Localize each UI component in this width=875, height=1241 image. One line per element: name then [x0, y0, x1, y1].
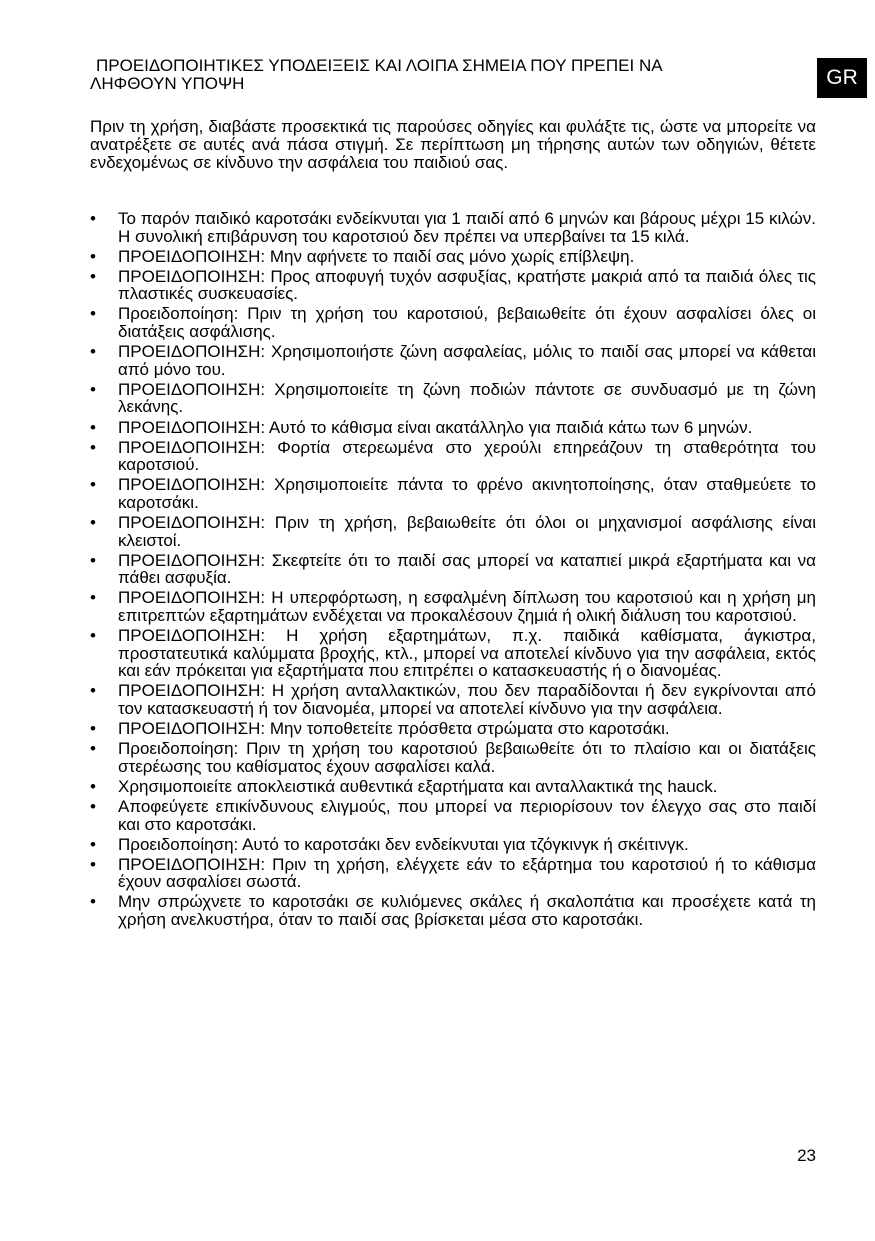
warning-item: [90, 720, 816, 738]
warning-text: Το παρόν παιδικό καροτσάκι ενδείκνυται για 1 παιδί από 6 μηνών και βάρους μέχρι 15 κιλών. Η συνολική επιβάρυνση του καροτσιού δεν πρέπει να υπερβαίνει τα 15 κιλά.: [118, 209, 816, 246]
warning-text: ΠΡΟΕΙΔΟΠΟΙΗΣΗ: Χρησιμοποιείτε τη ζώνη ποδιών πάντοτε σε συνδυασμό με τη ζώνη λεκάνης.: [118, 379, 816, 417]
bullet-icon: •: [90, 513, 96, 532]
bullet-icon: •: [90, 550, 96, 570]
bullet-icon: •: [90, 854, 96, 874]
warning-text: Μην σπρώχνετε το καροτσάκι σε κυλιόμενες σκάλες ή σκαλοπάτια και προσέχετε κατά τη χρήση ανελκυστήρα, όταν το παιδί σας βρίσκεται μέσα στο καροτσάκι.: [118, 892, 816, 929]
warning-item: [90, 210, 816, 245]
warning-item: [90, 514, 816, 549]
language-badge: GR: [817, 58, 867, 98]
warning-item: [90, 682, 816, 717]
bullet-icon: •: [90, 417, 96, 437]
bullet-icon: •: [90, 626, 96, 646]
warning-text: ΠΡΟΕΙΔΟΠΟΙΗΣΗ: Μην αφήνετε το παιδί σας μόνο χωρίς επίβλεψη.: [118, 246, 635, 266]
warning-text: Προειδοποίηση: Αυτό το καροτσάκι δεν ενδείκνυται για τζόγκινγκ ή σκέιτινγκ.: [118, 834, 689, 854]
warning-text: ΠΡΟΕΙΔΟΠΟΙΗΣΗ: Η χρήση ανταλλακτικών, που δεν παραδίδονται ή δεν εγκρίνονται από τον κατασκευαστή ή τον διανομέα, μπορεί να αποτελεί κίνδυνο για την ασφάλεια.: [118, 681, 816, 718]
bullet-icon: •: [90, 379, 96, 399]
page-title-line-1: ΠΡΟΕΙΔΟΠΟΙΗΤΙΚΕΣ ΥΠΟΔΕΙΞΕΙΣ ΚΑΙ ΛΟΙΠΑ ΣΗΜΕΙΑ ΠΟΥ ΠΡΕΠΕΙ ΝΑ: [96, 56, 663, 75]
warning-item: [90, 343, 816, 378]
warning-text: ΠΡΟΕΙΔΟΠΟΙΗΣΗ: Μην τοποθετείτε πρόσθετα στρώματα στο καροτσάκι.: [118, 719, 670, 739]
bullet-icon: •: [90, 266, 96, 286]
warning-item: [90, 740, 816, 775]
warning-item: [90, 419, 816, 437]
intro-paragraph: Πριν τη χρήση, διαβάστε προσεκτικά τις παρούσες οδηγίες και φυλάξτε τις, ώστε να μπορείτε να ανατρέξετε σε αυτές ανά πάσα στιγμή. Σε περίπτωση μη τήρησης αυτών των οδηγιών, θέτετε ενδεχομένως σε κίνδυνο την ασφάλεια του παιδιού σας.: [90, 117, 816, 172]
bullet-icon: •: [90, 681, 96, 701]
warning-text: ΠΡΟΕΙΔΟΠΟΙΗΣΗ: Πριν τη χρήση, ελέγχετε εάν το εξάρτημα του καροτσιού ή το κάθισμα έχουν ασφαλίσει σωστά.: [118, 854, 816, 892]
warning-text: ΠΡΟΕΙΔΟΠΟΙΗΣΗ: Χρησιμοποιήστε ζώνη ασφαλείας, μόλις το παιδί σας μπορεί να κάθεται από μόνο του.: [118, 342, 816, 379]
warnings-list: [90, 210, 816, 931]
warning-text: Προειδοποίηση: Πριν τη χρήση του καροτσιού βεβαιωθείτε ότι το πλαίσιο και οι διατάξεις στερέωσης του καθίσματος έχουν ασφαλίσει καλά.: [118, 739, 816, 776]
warning-text: Αποφεύγετε επικίνδυνους ελιγμούς, που μπορεί να περιορίσουν τον έλεγχο σας στο παιδί και στο καροτσάκι.: [118, 796, 816, 834]
bullet-icon: •: [90, 437, 96, 457]
warning-item: [90, 836, 816, 854]
bullet-icon: •: [90, 342, 96, 362]
warning-text: ΠΡΟΕΙΔΟΠΟΙΗΣΗ: Πριν τη χρήση, βεβαιωθείτε ότι όλοι οι μηχανισμοί ασφάλισης είναι κλειστοί.: [118, 513, 816, 550]
warning-item: [90, 248, 816, 266]
bullet-icon: •: [90, 588, 96, 608]
bullet-icon: •: [90, 739, 96, 759]
page-number: 23: [797, 1146, 816, 1165]
bullet-icon: •: [90, 796, 96, 816]
warning-item: [90, 856, 816, 891]
warning-item: [90, 552, 816, 587]
warning-text: ΠΡΟΕΙΔΟΠΟΙΗΣΗ: Σκεφτείτε ότι το παιδί σας μπορεί να καταπιεί μικρά εξαρτήματα και να πάθει ασφυξία.: [118, 550, 816, 588]
bullet-icon: •: [90, 304, 96, 324]
warning-text: ΠΡΟΕΙΔΟΠΟΙΗΣΗ: Αυτό το κάθισμα είναι ακατάλληλο για παιδιά κάτω των 6 μηνών.: [118, 417, 753, 437]
warning-item: [90, 439, 816, 474]
bullet-icon: •: [90, 892, 96, 912]
warning-text: Προειδοποίηση: Πριν τη χρήση του καροτσιού, βεβαιωθείτε ότι έχουν ασφαλίσει όλες οι διατάξεις ασφάλισης.: [118, 304, 816, 342]
warning-text: ΠΡΟΕΙΔΟΠΟΙΗΣΗ: Φορτία στερεωμένα στο χερούλι επηρεάζουν τη σταθερότητα του καροτσιού.: [118, 437, 816, 475]
warning-item: [90, 476, 816, 511]
warning-item: [90, 627, 816, 680]
warning-item: [90, 589, 816, 624]
warning-item: [90, 381, 816, 416]
bullet-icon: •: [90, 209, 96, 228]
warning-text: ΠΡΟΕΙΔΟΠΟΙΗΣΗ: Προς αποφυγή τυχόν ασφυξίας, κρατήστε μακριά από τα παιδιά όλες τις πλαστικές συσκευασίες.: [118, 266, 816, 304]
warning-item: [90, 778, 816, 796]
page-title: [90, 57, 818, 93]
warning-item: [90, 893, 816, 928]
bullet-icon: •: [90, 719, 96, 739]
warning-item: [90, 268, 816, 303]
bullet-icon: •: [90, 834, 96, 854]
bullet-icon: •: [90, 246, 96, 266]
warning-text: Χρησιμοποιείτε αποκλειστικά αυθεντικά εξαρτήματα και ανταλλακτικά της hauck.: [118, 776, 718, 796]
page-title-line-2: ΛΗΦΘΟΥΝ ΥΠΟΨΗ: [90, 74, 245, 93]
warning-item: [90, 305, 816, 340]
warning-text: ΠΡΟΕΙΔΟΠΟΙΗΣΗ: Χρησιμοποιείτε πάντα το φρένο ακινητοποίησης, όταν σταθμεύετε το καροτσάκι.: [118, 475, 816, 512]
warning-text: ΠΡΟΕΙΔΟΠΟΙΗΣΗ: Η χρήση εξαρτημάτων, π.χ. παιδικά καθίσματα, άγκιστρα, προστατευτικά καλύμματα βροχής, κτλ., μπορεί να αποτελεί κίνδυνο για την ασφάλεια, εκτός και εάν πρόκειται για εξαρτήματα που επιτρέπει ο κατασκευαστής ή ο διανομέας.: [118, 626, 816, 681]
bullet-icon: •: [90, 776, 96, 796]
warning-text: ΠΡΟΕΙΔΟΠΟΙΗΣΗ: Η υπερφόρτωση, η εσφαλμένη δίπλωση του καροτσιού και η χρήση μη επιτρεπτών εξαρτημάτων ενδέχεται να προκαλέσουν ζημιά ή ολική διάλυση του καροτσιού.: [118, 588, 816, 625]
warning-item: [90, 798, 816, 833]
bullet-icon: •: [90, 475, 96, 495]
